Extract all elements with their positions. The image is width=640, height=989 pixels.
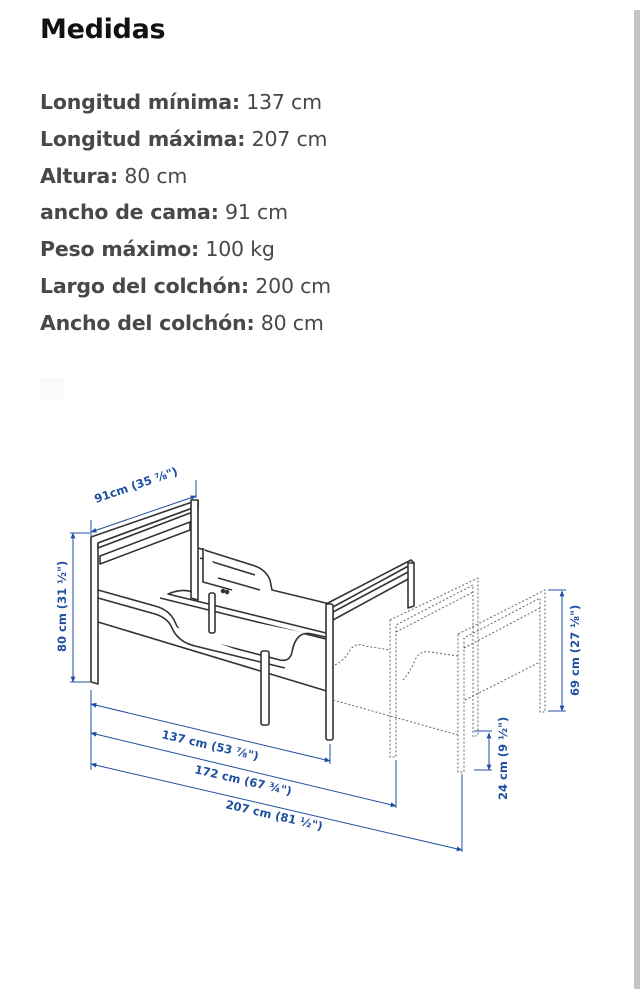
mid-length-dimension-label: 172 cm (67 ¾")	[193, 762, 294, 799]
spec-label: Longitud máxima:	[40, 126, 246, 151]
width-dimension-label: 91cm (35 ⅞")	[92, 464, 180, 506]
height-dimension-label: 80 cm (31 ½")	[55, 560, 69, 652]
spec-label: Largo del colchón:	[40, 273, 249, 298]
bed-dimension-diagram	[0, 440, 640, 880]
spec-label: Ancho del colchón:	[40, 310, 255, 335]
spec-value: 80 cm	[124, 163, 188, 188]
bed-frame-solid	[91, 500, 414, 740]
spec-max-length	[40, 121, 331, 158]
spec-mattress-length	[40, 268, 331, 305]
spec-height	[40, 158, 331, 195]
footboard-height-dimension-label: 69 cm (27 ⅛")	[568, 604, 582, 696]
spec-value: 80 cm	[260, 310, 324, 335]
spec-min-length	[40, 84, 331, 121]
spec-value: 100 kg	[205, 237, 275, 262]
spec-value: 200 cm	[255, 273, 331, 298]
spec-value: 137 cm	[246, 90, 322, 114]
spec-max-weight	[40, 231, 331, 268]
spec-label: Peso máximo:	[40, 237, 200, 262]
min-length-dimension-label: 137 cm (53 ⅞")	[160, 727, 261, 764]
image-placeholder	[40, 378, 64, 400]
dimension-lines	[70, 480, 566, 852]
page-title: Medidas	[40, 14, 166, 45]
max-length-dimension-label: 207 cm (81 ½")	[224, 797, 325, 834]
bed-extension-dashed	[333, 578, 545, 772]
spec-label: Longitud mínima:	[40, 90, 240, 114]
scrollbar[interactable]	[634, 10, 640, 989]
spec-label: Altura:	[40, 163, 119, 188]
dimension-list	[40, 84, 331, 342]
spec-value: 207 cm	[251, 126, 328, 151]
spec-mattress-width	[40, 305, 331, 342]
spec-label: ancho de cama:	[40, 200, 219, 225]
leg-height-dimension-label: 24 cm (9 ½")	[496, 716, 510, 800]
spec-bed-width	[40, 194, 331, 231]
spec-value: 91 cm	[225, 200, 288, 225]
